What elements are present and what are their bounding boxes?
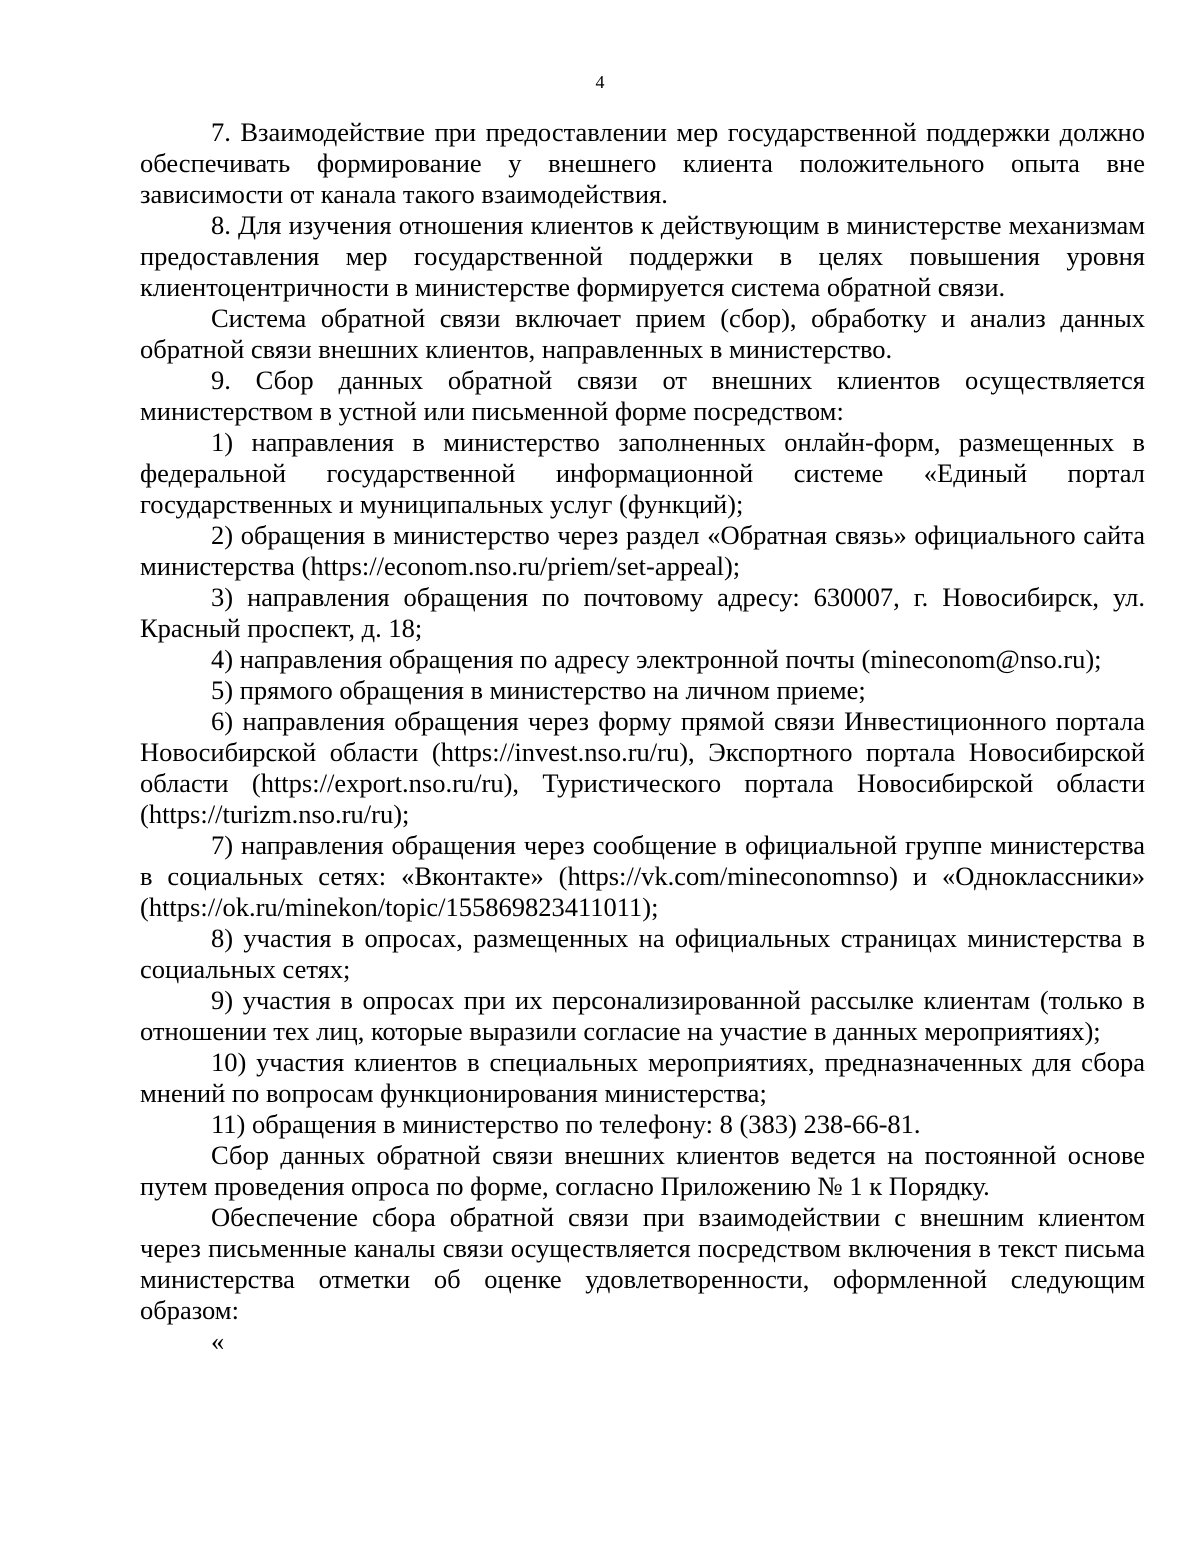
list-item-8: 8) участия в опросах, размещенных на официальных страницах министерства в социальных сетях; [140,923,1145,984]
paragraph-feedback-system: Система обратной связи включает прием (сбор), обработку и анализ данных обратной связи внешних клиентов, направленных в министерство. [140,303,1145,364]
list-item-2: 2) обращения в министерство через раздел «Обратная связь» официального сайта министерства (https://econom.nso.ru/priem/set-appeal); [140,520,1145,581]
page-number: 4 [595,72,605,92]
list-item-5: 5) прямого обращения в министерство на личном приеме; [211,675,866,705]
list-item-6: 6) направления обращения через форму прямой связи Инвестиционного портала Новосибирской области (https://invest.nso.ru/ru), Экспортного портала Новосибирской области (https://export.nso.ru/ru), Туристического портала Новосибирской области (https://turizm.nso.ru/ru); [140,706,1145,829]
paragraph-written-channels: Обеспечение сбора обратной связи при взаимодействии с внешним клиентом через письменные каналы связи осуществляется посредством включения в текст письма министерства отметки об оценке удовлетворенности, оформленной следующим образом: [140,1202,1145,1325]
list-item-11: 11) обращения в министерство по телефону: 8 (383) 238-66-81. [211,1109,921,1139]
paragraph-collection-basis: Сбор данных обратной связи внешних клиентов ведется на постоянной основе путем проведения опроса по форме, согласно Приложению № 1 к Порядку. [140,1140,1145,1201]
list-item-3: 3) направления обращения по почтовому адресу: 630007, г. Новосибирск, ул. Красный проспект, д. 18; [140,582,1145,643]
paragraph-item-9: 9. Сбор данных обратной связи от внешних клиентов осуществляется министерством в устной или письменной форме посредством: [140,365,1145,426]
list-item-1: 1) направления в министерство заполненных онлайн-форм, размещенных в федеральной государственной информационной системе «Единый портал государственных и муниципальных услуг (функций); [140,427,1145,519]
paragraph-item-8: 8. Для изучения отношения клиентов к действующим в министерстве механизмам предоставления мер государственной поддержки в целях повышения уровня клиентоцентричности в министерстве формируется система обратной связи. [140,210,1145,302]
list-item-10: 10) участия клиентов в специальных мероприятиях, предназначенных для сбора мнений по вопросам функционирования министерства; [140,1047,1145,1108]
opening-quote-mark: « [211,1326,225,1356]
paragraph-item-7: 7. Взаимодействие при предоставлении мер государственной поддержки должно обеспечивать формирование у внешнего клиента положительного опыта вне зависимости от канала такого взаимодействия. [140,117,1145,209]
list-item-9: 9) участия в опросах при их персонализированной рассылке клиентам (только в отношении тех лиц, которые выразили согласие на участие в данных мероприятиях); [140,985,1145,1046]
document-body [140,117,1145,1357]
list-item-4: 4) направления обращения по адресу электронной почты (mineconom@nso.ru); [211,644,1102,674]
list-item-7: 7) направления обращения через сообщение в официальной группе министерства в социальных сетях: «Вконтакте» (https://vk.com/mineconomnso) и «Одноклассники» (https://ok.ru/minekon/topic/155869823411011); [140,830,1145,922]
